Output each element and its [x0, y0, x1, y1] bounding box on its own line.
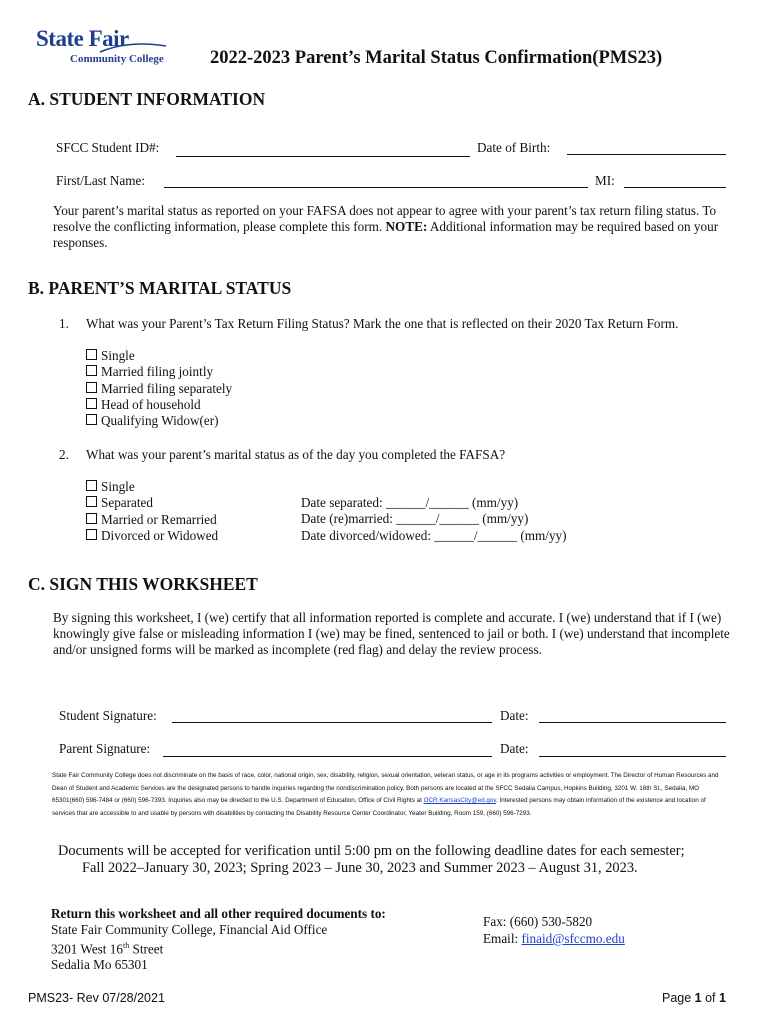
- page-title: 2022-2023 Parent’s Marital Status Confirmation(PMS23): [210, 48, 663, 68]
- option-separated[interactable]: Separated: [86, 495, 218, 511]
- student-date-field[interactable]: [539, 722, 726, 723]
- logo-community-college: Community College: [70, 53, 164, 65]
- question-1-text: What was your Parent’s Tax Return Filing Status? Mark the one that is reflected on their 2020 Tax Return Form.: [86, 316, 679, 331]
- date-separated-field[interactable]: Date separated: ______/______ (mm/yy): [301, 495, 519, 510]
- checkbox-icon[interactable]: [86, 496, 97, 507]
- email-line: Email: finaid@sfccmo.edu: [483, 931, 625, 946]
- student-signature-field[interactable]: [172, 722, 492, 723]
- section-b-heading: B. PARENT’S MARITAL STATUS: [28, 278, 292, 298]
- nondiscrimination-statement: State Fair Community College does not discriminate on the basis of race, color, national origin, sex, disability, religion, sexual orientation, veteran status, or age in its programs activities or employment. The Director of Human Resources and Dean of Student and Academic Services are the designated persons to handle inquiries regarding the nondiscrimination policy. Both persons are located at the SFCC Sedalia Campus, Hopkins Building, 3201 W. 16th St., Sedalia, MO 65301(660) 596-7484 or (660) 596-7393. Inquiries also may be directed to the U.S. Department of Education, Office of Civil Rights at OCR.KansasCity@ed.gov. Interested persons may obtain information of the existence and location of services that are accessible to and usable by persons with disabilities by contacting the Disability Resource Center Coordinator, Yeater Building, Room 159, (660) 596-7293.: [52, 772, 719, 817]
- dob-field[interactable]: [567, 154, 726, 155]
- option-married-separately[interactable]: Married filing separately: [86, 381, 232, 397]
- checkbox-icon[interactable]: [86, 365, 97, 376]
- parent-date-field[interactable]: [539, 756, 726, 757]
- checkbox-icon[interactable]: [86, 349, 97, 360]
- finaid-email-link[interactable]: finaid@sfccmo.edu: [521, 931, 625, 946]
- contact-block: [483, 913, 625, 947]
- revision-label: PMS23- Rev 07/28/2021: [28, 991, 165, 1005]
- date-remarried-field[interactable]: Date (re)married: ______/______ (mm/yy): [301, 511, 529, 527]
- student-signature-label: Student Signature:: [59, 708, 157, 723]
- parent-signature-field[interactable]: [163, 756, 492, 757]
- date-divorced-field[interactable]: Date divorced/widowed: ______/______ (mm/yy): [301, 527, 567, 543]
- question-2-text: What was your parent’s marital status as of the day you completed the FAFSA?: [86, 447, 506, 462]
- return-address-block: [51, 906, 451, 973]
- logo-state-fair: State Fair: [36, 26, 129, 51]
- fax-number: Fax: (660) 530-5820: [483, 914, 593, 929]
- return-city: Sedalia Mo 65301: [51, 957, 148, 973]
- student-date-label: Date:: [500, 708, 529, 723]
- question-2-number: 2.: [59, 447, 69, 462]
- checkbox-icon[interactable]: [86, 414, 97, 425]
- parent-date-label: Date:: [500, 741, 529, 756]
- option-married-jointly[interactable]: Married filing jointly: [86, 364, 232, 380]
- page-number: Page 1 of 1: [662, 991, 726, 1005]
- question-1-number: 1.: [59, 316, 69, 331]
- mi-label: MI:: [595, 173, 615, 188]
- student-id-field[interactable]: [176, 156, 470, 157]
- return-street: 3201 West 16th Street: [51, 941, 164, 957]
- parent-signature-label: Parent Signature:: [59, 741, 151, 756]
- section-c-heading: C. SIGN THIS WORKSHEET: [28, 574, 258, 594]
- option-divorced-widowed[interactable]: Divorced or Widowed: [86, 528, 218, 544]
- option-married-remarried[interactable]: Married or Remarried: [86, 512, 218, 528]
- checkbox-icon[interactable]: [86, 513, 97, 524]
- date-fields: [301, 495, 567, 544]
- option-head-of-household[interactable]: Head of household: [86, 397, 232, 413]
- checkbox-icon[interactable]: [86, 382, 97, 393]
- college-logo: [36, 26, 168, 66]
- return-org: State Fair Community College, Financial Aid Office: [51, 922, 328, 937]
- checkbox-icon[interactable]: [86, 529, 97, 540]
- section-a-heading: A. STUDENT INFORMATION: [28, 89, 266, 109]
- option-single-filing[interactable]: Single: [86, 348, 232, 364]
- name-field[interactable]: [164, 187, 588, 188]
- marital-status-options: [86, 479, 218, 544]
- checkbox-icon[interactable]: [86, 480, 97, 491]
- deadline-line-1: Documents will be accepted for verification until 5:00 pm on the following deadline dates for each semester;: [58, 843, 685, 859]
- dob-label: Date of Birth:: [477, 140, 551, 155]
- student-id-label: SFCC Student ID#:: [56, 140, 160, 155]
- name-label: First/Last Name:: [56, 173, 146, 188]
- note-label: NOTE:: [385, 219, 428, 234]
- option-qualifying-widower[interactable]: Qualifying Widow(er): [86, 413, 232, 429]
- intro-paragraph: Your parent’s marital status as reported on your FAFSA does not appear to agree with your parent’s tax return filing status. To resolve the conflicting information, please complete this form. NOTE: Additional information may be required based on your responses.: [53, 203, 719, 250]
- mi-field[interactable]: [624, 187, 726, 188]
- return-heading: Return this worksheet and all other required documents to:: [51, 906, 386, 921]
- ocr-email-link[interactable]: OCR.KansasCity@ed.gov: [423, 797, 497, 804]
- certification-paragraph: By signing this worksheet, I (we) certify that all information reported is complete and accurate. I (we) understand that if I (we) knowingly give false or misleading information I (we) may be fined, sentenced to jail or both. I (we) understand that incomplete and/or unsigned forms will be marked as incomplete (red flag) and delay the review process.: [53, 610, 730, 657]
- deadline-line-2: Fall 2022–January 30, 2023; Spring 2023 – June 30, 2023 and Summer 2023 – August 31, 2023.: [82, 860, 638, 876]
- filing-status-options: [86, 348, 232, 429]
- checkbox-icon[interactable]: [86, 398, 97, 409]
- option-single-status[interactable]: Single: [86, 479, 218, 495]
